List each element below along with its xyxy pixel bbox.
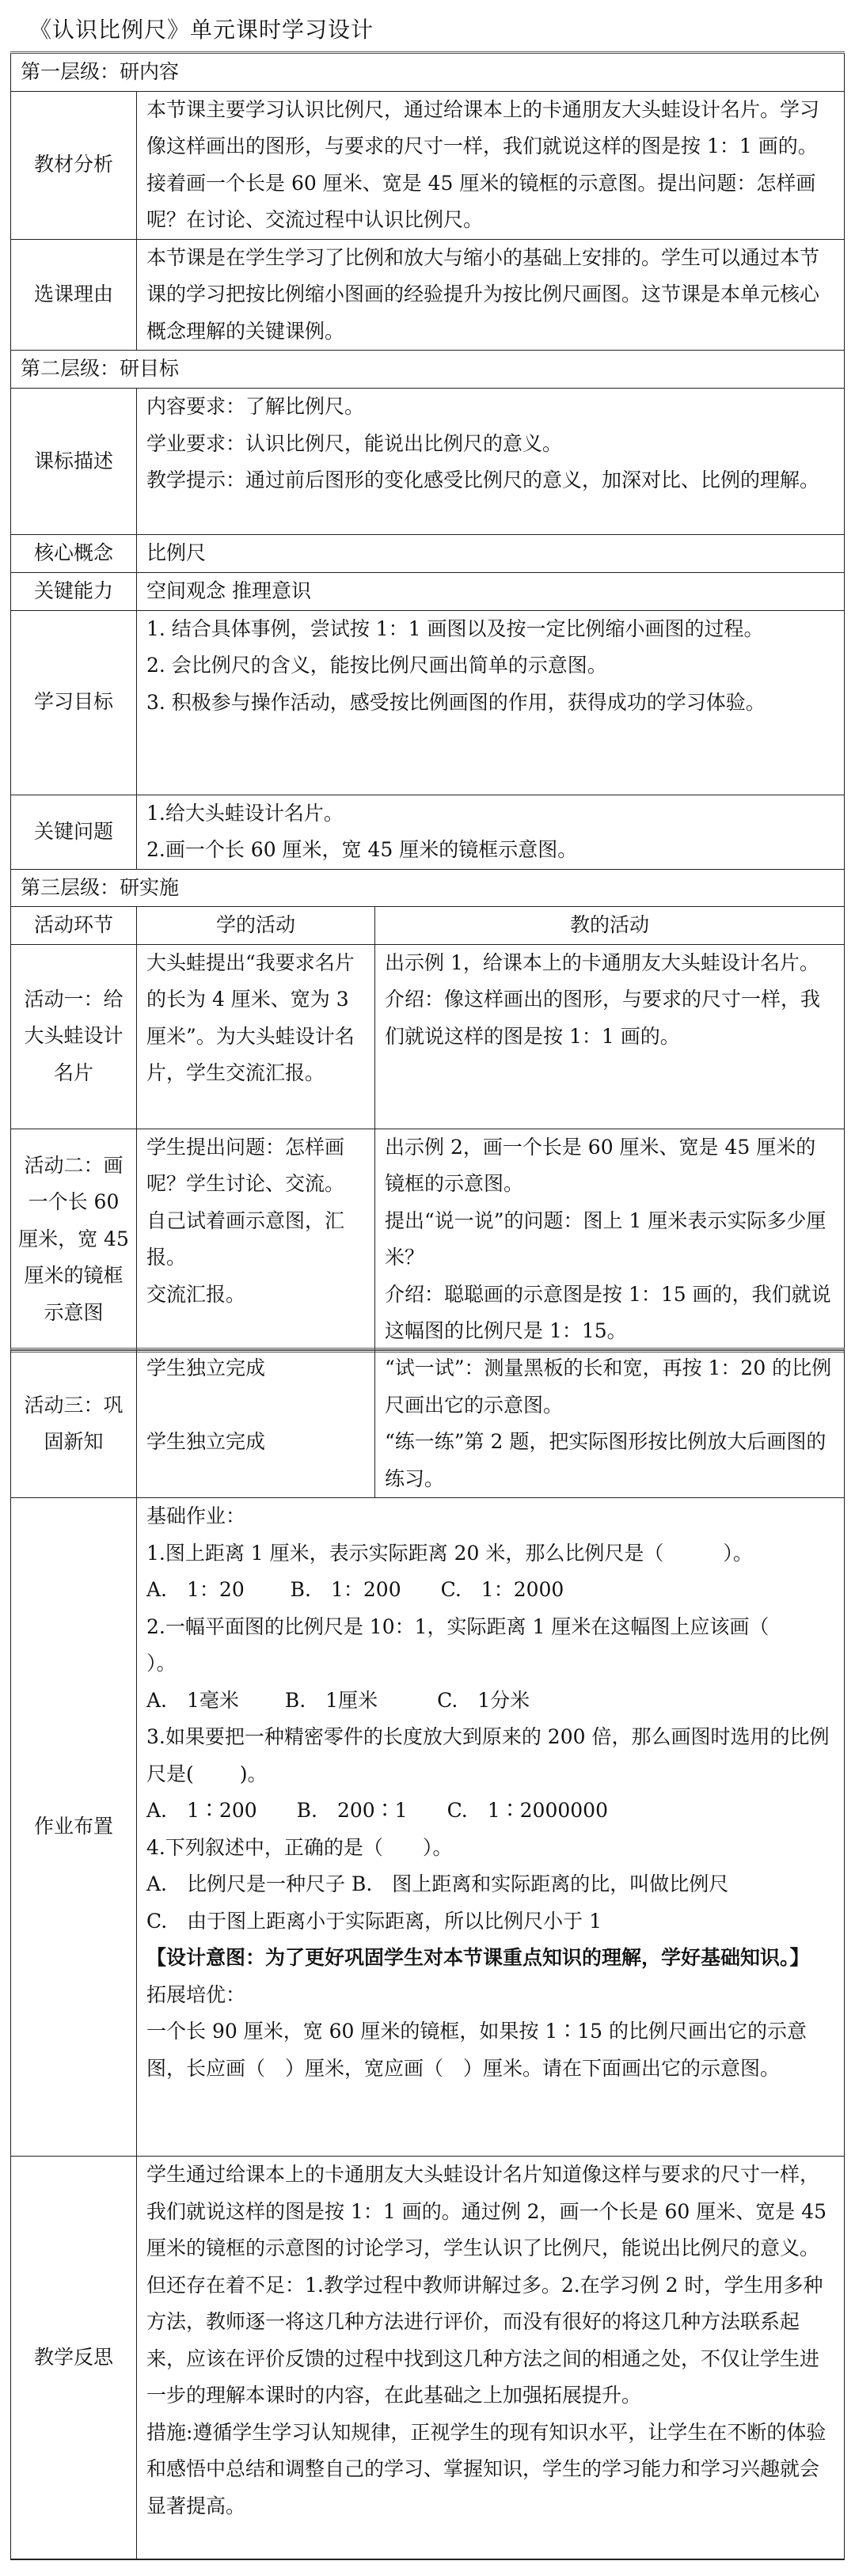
row-textbook-analysis xyxy=(11,91,845,239)
activity-3-teacher xyxy=(375,1349,845,1498)
text-lesson-reason: 本节课是在学生学习了比例和放大与缩小的基础上安排的。学生可以通过本节课的学习把按比例缩小图画的经验提升为按比例尺画图。这节课是本单元核心概念理解的关键课例。 xyxy=(137,239,845,351)
label-homework: 作业布置 xyxy=(11,1498,137,2157)
text-curriculum-standards xyxy=(137,389,845,535)
label-key-questions: 关键问题 xyxy=(11,795,137,869)
lesson-design-table-continued xyxy=(10,1348,845,2560)
activity-3-student xyxy=(137,1349,375,1498)
activity-row-1 xyxy=(11,944,845,1129)
standard-line: 学业要求：认识比例尺，能说出比例尺的意义。 xyxy=(146,431,563,455)
text-key-questions xyxy=(137,795,845,869)
activity-row-3 xyxy=(11,1349,845,1498)
teacher-line: 出示例 2，画一个长是 60 厘米、宽是 45 厘米的镜框的示意图。 xyxy=(385,1135,816,1195)
text-textbook-analysis: 本节课主要学习认识比例尺，通过给课本上的卡通朋友大头蛙设计名片。学习像这样画出的图形，与要求的尺寸一样，我们就说这样的图是按 1：1 画的。接着画一个长是 60 厘米、宽是 45 厘米的镜框的示意图。提出问题：怎样画呢？在讨论、交流过程中认识比例尺。 xyxy=(137,91,845,239)
homework-line: C. 由于图上距离小于实际距离，所以比例尺小于 1 xyxy=(146,1909,602,1933)
homework-line: A. 1毫米 B. 1厘米 C. 1分米 xyxy=(146,1688,530,1712)
teacher-line: 提出“说一说”的问题：图上 1 厘米表示实际多少厘米？ xyxy=(385,1208,826,1269)
label-lesson-reason: 选课理由 xyxy=(11,239,137,351)
activity-2-student xyxy=(137,1129,375,1351)
activity-header-row xyxy=(11,907,845,945)
homework-line: 基础作业： xyxy=(146,1504,246,1527)
student-line: 大头蛙提出“我要求名片的长为 4 厘米、宽为 3 厘米”。为大头蛙设计名片，学生交流汇报。 xyxy=(146,950,355,1084)
teacher-line: “试一试”：测量黑板的长和宽，再按 1：20 的比例尺画出它的示意图。 xyxy=(385,1356,832,1417)
row-reflection xyxy=(11,2157,845,2559)
homework-line: 一个长 90 厘米，宽 60 厘米的镜框，如果按 1∶15 的比例尺画出它的示意图，长应画（ ）厘米，宽应画（ ）厘米。请在下面画出它的示意图。 xyxy=(146,2020,808,2080)
student-line: 学生独立完成 xyxy=(146,1430,266,1453)
homework-line: 3.如果要把一种精密零件的长度放大到原来的 200 倍，那么画图时选用的比例尺是( )。 xyxy=(146,1725,830,1785)
teacher-line: 出示例 1，给课本上的卡通朋友大头蛙设计名片。 xyxy=(385,950,819,974)
goal-line: 1. 结合具体事例，尝试按 1：1 画图以及按一定比例缩小画图的过程。 xyxy=(146,616,764,640)
reflection-line: 措施:遵循学生学习认知规律，正视学生的现有知识水平，让学生在不断的体验和感悟中总结和调整自己的学习、掌握知识，学生的学习能力和学习兴趣就会显著提高。 xyxy=(146,2420,826,2517)
text-learning-goals xyxy=(137,610,845,795)
homework-line: A. 比例尺是一种尺子 B. 图上距离和实际距离的比，叫做比例尺 xyxy=(146,1872,729,1895)
level2-heading: 第二层级：研目标 xyxy=(11,351,845,389)
question-line: 2.画一个长 60 厘米，宽 45 厘米的镜框示意图。 xyxy=(146,838,578,861)
level1-heading: 第一层级：研内容 xyxy=(11,53,845,92)
label-curriculum-standards: 课标描述 xyxy=(11,389,137,535)
homework-line: A. 1：20 B. 1：200 C. 1：2000 xyxy=(146,1578,564,1601)
label-textbook-analysis: 教材分析 xyxy=(11,91,137,239)
text-homework xyxy=(137,1498,845,2157)
level1-heading-row xyxy=(11,53,845,92)
row-core-concept xyxy=(11,535,845,573)
label-key-ability: 关键能力 xyxy=(11,573,137,611)
text-core-concept: 比例尺 xyxy=(137,535,845,573)
student-line: 学生独立完成 xyxy=(146,1356,266,1379)
homework-line: 2.一幅平面图的比例尺是 10：1，实际距离 1 厘米在这幅图上应该画（ ）。 xyxy=(146,1614,809,1675)
level3-heading-row xyxy=(11,869,845,907)
activity-2-label: 活动二：画一个长 60 厘米，宽 45 厘米的镜框示意图 xyxy=(11,1129,137,1351)
standard-line: 内容要求：了解比例尺。 xyxy=(146,395,365,418)
teacher-line: “练一练”第 2 题，把实际图形按比例放大后画图的练习。 xyxy=(385,1430,826,1490)
standard-line: 教学提示：通过前后图形的变化感受比例尺的意义，加深对比、比例的理解。 xyxy=(146,469,820,491)
activity-3-label: 活动三：巩固新知 xyxy=(11,1349,137,1498)
teacher-line: 介绍：聪聪画的示意图是按 1：15 画的，我们就说这幅图的比例尺是 1：15。 xyxy=(385,1282,831,1342)
label-learning-goals: 学习目标 xyxy=(11,610,137,795)
activity-1-teacher xyxy=(375,944,845,1129)
row-key-ability xyxy=(11,573,845,611)
homework-line: 4.下列叙述中，正确的是（ ）。 xyxy=(146,1835,453,1859)
student-line: 学生提出问题：怎样画呢？学生讨论、交流。 xyxy=(146,1135,345,1195)
row-homework xyxy=(11,1498,845,2157)
teacher-line: 介绍：像这样画出的图形，与要求的尺寸一样，我们就说这样的图是按 1：1 画的。 xyxy=(385,988,821,1048)
label-core-concept: 核心概念 xyxy=(11,535,137,573)
student-line: 交流汇报。 xyxy=(146,1282,246,1306)
homework-line: 拓展培优： xyxy=(146,1982,246,2006)
level2-heading-row xyxy=(11,351,845,389)
reflection-line: 学生通过给课本上的卡通朋友大头蛙设计名片知道像这样与要求的尺寸一样，我们就说这样的图是按 1：1 画的。通过例 2，画一个长是 60 厘米、宽是 45 厘米的镜框的示意图的讨论学习，学生认识了比例尺，能说出比例尺的意义。但还存在着不足：1.教学过程中教师讲解过多。2.在学习例 2 时，学生用多种方法，教师逐一将这几种方法进行评价，而没有很好的将这几种方法联系起来，应该在评价反馈的过程中找到这几种方法之间的相通之处，不仅让学生进一步的理解本课时的内容，在此基础之上加强拓展提升。 xyxy=(146,2163,827,2407)
text-key-ability: 空间观念 推理意识 xyxy=(137,573,845,611)
activity-1-student xyxy=(137,944,375,1129)
question-line: 1.给大头蛙设计名片。 xyxy=(146,801,344,825)
row-learning-goals xyxy=(11,610,845,795)
design-intent: 【设计意图：为了更好巩固学生对本节课重点知识的理解，学好基础知识。】 xyxy=(146,1946,810,1969)
student-line: 自己试着画示意图，汇报。 xyxy=(146,1208,345,1269)
goal-line: 3. 积极参与操作活动，感受按比例画图的作用，获得成功的学习体验。 xyxy=(146,690,766,714)
activity-2-teacher xyxy=(375,1129,845,1351)
col-header-student: 学的活动 xyxy=(137,907,375,945)
row-key-questions xyxy=(11,795,845,869)
label-reflection: 教学反思 xyxy=(11,2157,137,2559)
homework-line: A. 1∶200 B. 200∶1 C. 1∶2000000 xyxy=(146,1799,608,1822)
text-reflection xyxy=(137,2157,845,2559)
document-title: 《认识比例尺》单元课时学习设计 xyxy=(29,17,374,43)
homework-line: 1.图上距离 1 厘米，表示实际距离 20 米，那么比例尺是（ ）。 xyxy=(146,1541,753,1565)
activity-row-2 xyxy=(11,1129,845,1351)
lesson-design-table xyxy=(10,51,845,1352)
col-header-stage: 活动环节 xyxy=(11,907,137,945)
activity-1-label: 活动一：给大头蛙设计名片 xyxy=(11,944,137,1129)
goal-line: 2. 会比例尺的含义，能按比例尺画出简单的示意图。 xyxy=(146,654,607,677)
row-lesson-reason xyxy=(11,239,845,351)
level3-heading: 第三层级：研实施 xyxy=(11,869,845,907)
col-header-teacher: 教的活动 xyxy=(375,907,845,945)
row-curriculum-standards xyxy=(11,389,845,535)
